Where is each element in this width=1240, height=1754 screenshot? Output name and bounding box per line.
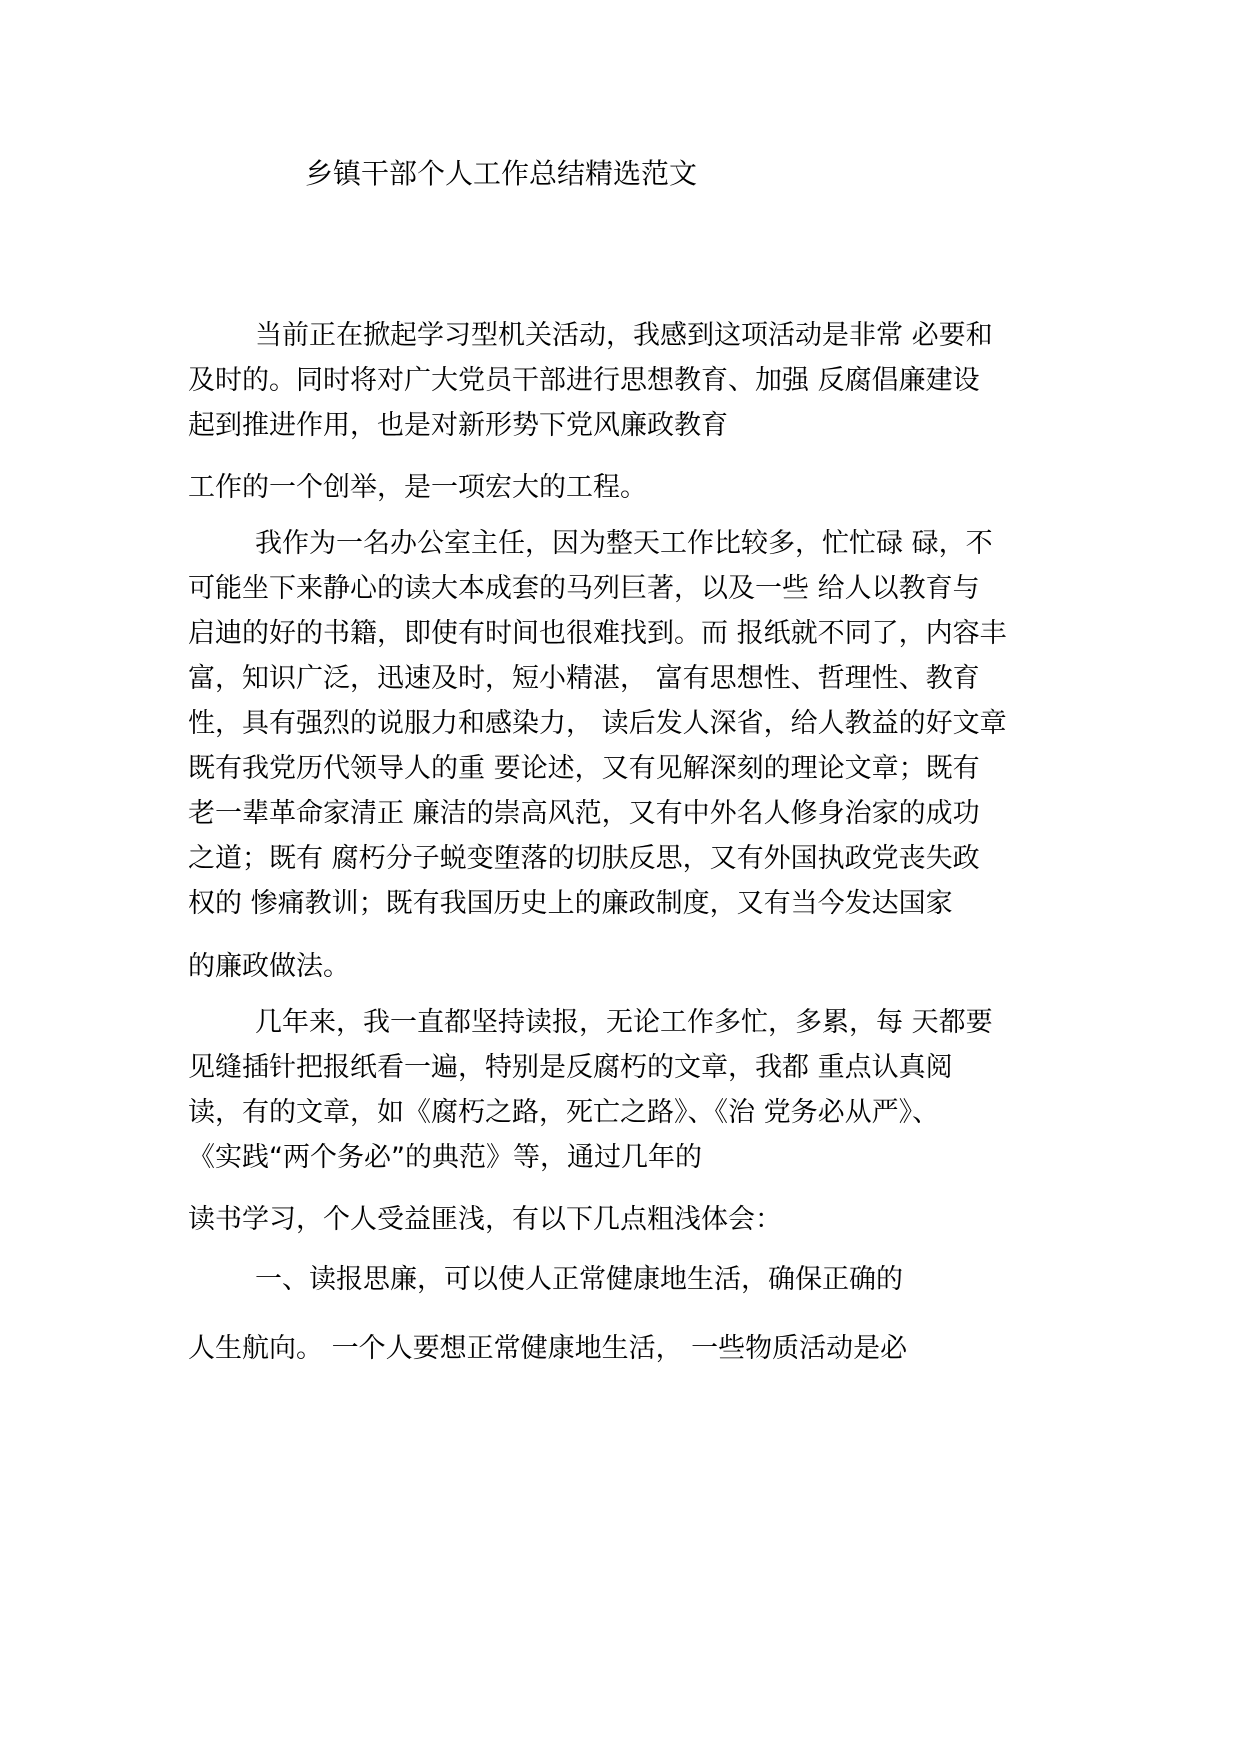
document-title: 乡镇干部个人工作总结精选范文	[305, 157, 698, 190]
paragraph-line: 人生航向。 一个人要想正常健康地生活， 一些物质活动是必	[188, 1333, 908, 1364]
paragraph-line: 当前正在掀起学习型机关活动，我感到这项活动是非常 必要和	[255, 320, 993, 351]
paragraph-line: 可能坐下来静心的读大本成套的马列巨著，以及一些 给人以教育与	[188, 573, 980, 604]
paragraph-line: 我作为一名办公室主任，因为整天工作比较多，忙忙碌 碌，不	[255, 528, 993, 559]
paragraph-line: 读，有的文章，如《腐朽之路，死亡之路》、《治 党务必从严》、	[188, 1097, 940, 1128]
paragraph-line: 性，具有强烈的说服力和感染力， 读后发人深省，给人教益的好文章	[188, 708, 1007, 739]
paragraph-line: 读书学习，个人受益匪浅，有以下几点粗浅体会：	[188, 1204, 782, 1235]
paragraph-line: 启迪的好的书籍，即使有时间也很难找到。而 报纸就不同了，内容丰	[188, 618, 1007, 649]
paragraph-line: 既有我党历代领导人的重 要论述，又有见解深刻的理论文章；既有	[188, 753, 980, 784]
paragraph-line: 之道；既有 腐朽分子蜕变堕落的切肤反思，又有外国执政党丧失政	[188, 843, 980, 874]
paragraph-line: 老一辈革命家清正 廉洁的崇高风范，又有中外名人修身治家的成功	[188, 798, 980, 829]
paragraph-line: 权的 惨痛教训；既有我国历史上的廉政制度，又有当今发达国家	[188, 888, 953, 919]
paragraph-line: 起到推进作用，也是对新形势下党风廉政教育	[188, 410, 728, 441]
paragraph-line: 《实践“两个务必”的典范》等，通过几年的	[188, 1142, 702, 1173]
paragraph-line: 几年来，我一直都坚持读报，无论工作多忙，多累，每 天都要	[255, 1007, 993, 1038]
paragraph-line: 见缝插针把报纸看一遍，特别是反腐朽的文章，我都 重点认真阅	[188, 1052, 953, 1083]
paragraph-line: 富，知识广泛，迅速及时，短小精湛， 富有思想性、哲理性、教育	[188, 663, 980, 694]
paragraph-line: 一、读报思廉，可以使人正常健康地生活，确保正确的	[255, 1264, 903, 1295]
paragraph-line: 工作的一个创举，是一项宏大的工程。	[188, 472, 647, 503]
paragraph-line: 的廉政做法。	[188, 951, 350, 982]
paragraph-line: 及时的。同时将对广大党员干部进行思想教育、加强 反腐倡廉建设	[188, 365, 980, 396]
